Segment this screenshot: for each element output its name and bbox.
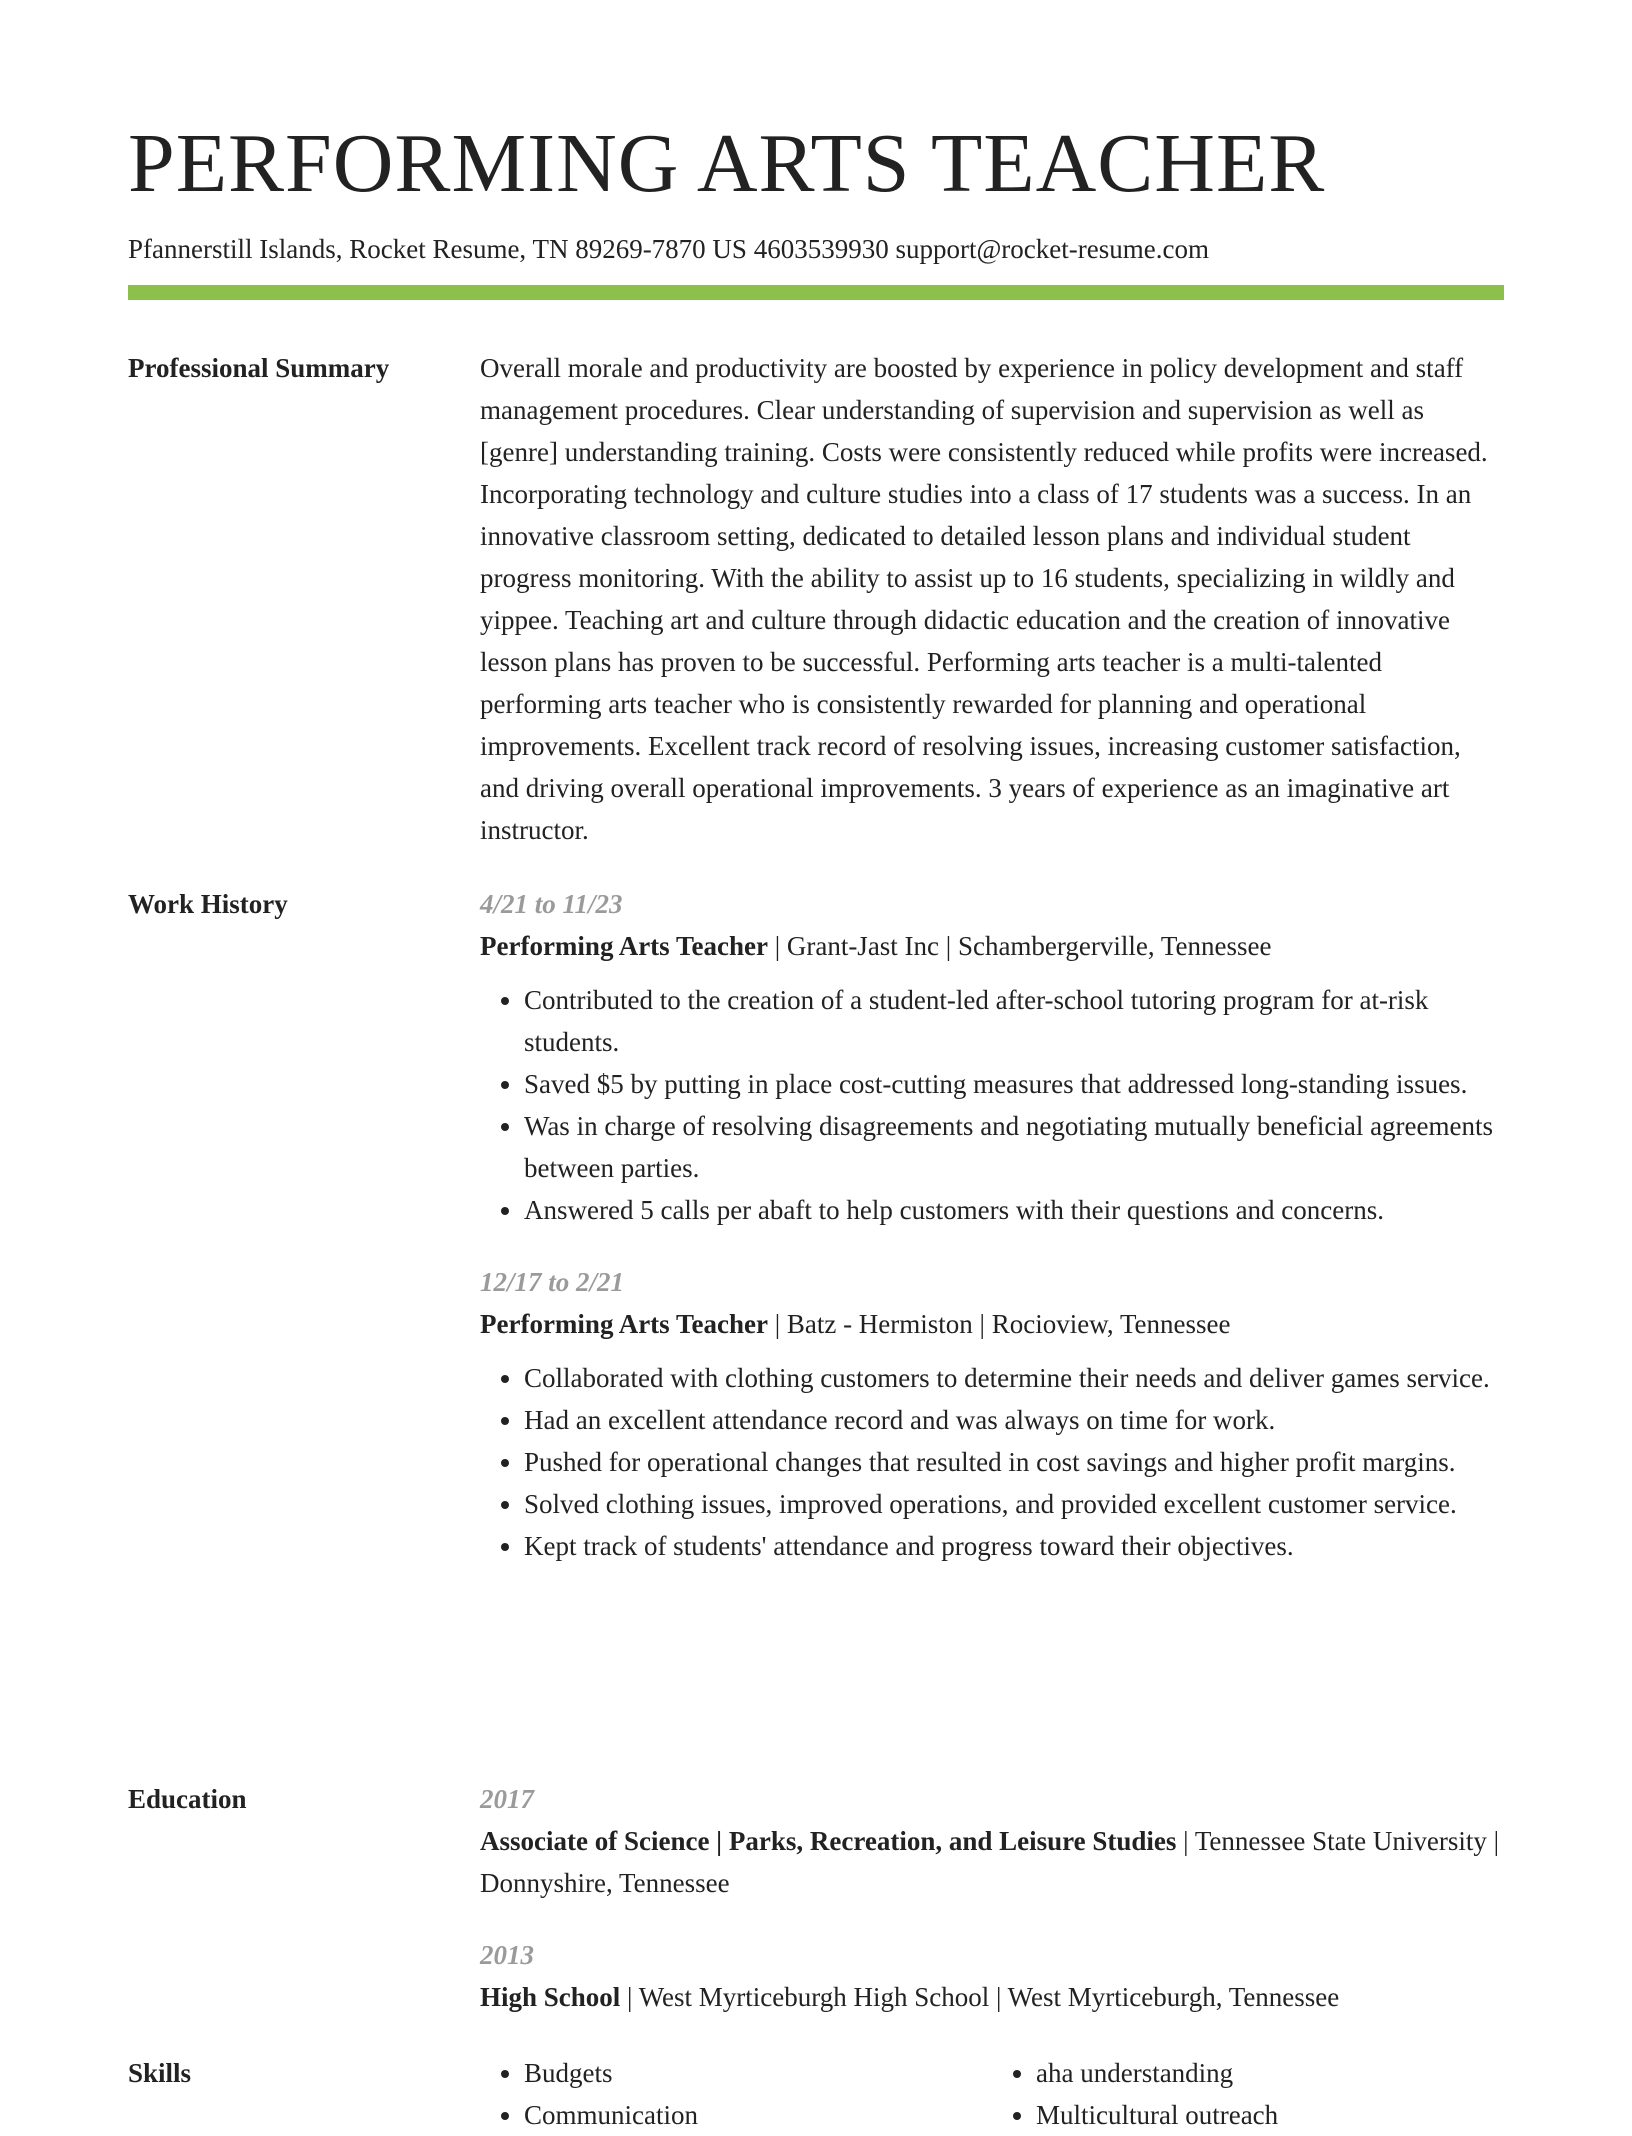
job-bullets	[480, 1357, 1504, 1567]
section-title-skills: Skills	[128, 2058, 192, 2088]
list-item: • Was in charge of resolving disagreements and negotiating mutually beneficial agreements between parties.	[524, 1105, 1504, 1189]
skills-column	[480, 2052, 992, 2136]
list-item: • Had an excellent attendance record and was always on time for work.	[524, 1399, 1504, 1441]
header-divider	[128, 285, 1504, 300]
section-title-summary: Professional Summary	[128, 353, 390, 383]
job-entry	[480, 1261, 1504, 1567]
job-details: | Batz - Hermiston | Rocioview, Tennessee	[767, 1309, 1231, 1339]
job-dates: 4/21 to 11/23	[480, 889, 623, 919]
job-title-line	[480, 925, 1504, 967]
list-item: • Solved clothing issues, improved operations, and provided excellent customer service.	[524, 1483, 1504, 1525]
list-item: • aha understanding	[1036, 2052, 1504, 2094]
education-details: | West Myrticeburgh High School | West Myrticeburgh, Tennessee	[620, 1982, 1340, 2012]
contact-line: Pfannerstill Islands, Rocket Resume, TN 89269-7870 US 4603539930 support@rocket-resume.com	[128, 234, 1209, 264]
list-item: • Kept track of students' attendance and progress toward their objectives.	[524, 1525, 1504, 1567]
job-role: Performing Arts Teacher	[480, 931, 768, 961]
skills-grid	[480, 2052, 1504, 2136]
education-year: 2013	[480, 1940, 534, 1970]
job-entry	[480, 883, 1504, 1231]
education-entry	[480, 1934, 1504, 2018]
education-year: 2017	[480, 1784, 534, 1814]
education-details: | Tennessee State University | Donnyshire, Tennessee	[480, 1826, 1500, 1898]
list-item: • Pushed for operational changes that resulted in cost savings and higher profit margins.	[524, 1441, 1504, 1483]
list-item: • Collaborated with clothing customers to determine their needs and deliver games service.	[524, 1357, 1504, 1399]
list-item: • Budgets	[524, 2052, 992, 2094]
summary-text: Overall morale and productivity are boosted by experience in policy development and staff management procedures. Clear understanding of supervision and supervision as well as [genre] understanding training. Costs were consistently reduced while profits were increased. Incorporating technology and culture studies into a class of 17 students was a success. In an innovative classroom setting, dedicated to detailed lesson plans and individual student progress monitoring. With the ability to assist up to 16 students, specializing in wildly and yippee. Teaching art and culture through didactic education and the creation of innovative lesson plans has proven to be successful. Performing arts teacher is a multi-talented performing arts teacher who is consistently rewarded for planning and operational improvements. Excellent track record of resolving issues, increasing customer satisfaction, and driving overall operational improvements. 3 years of experience as an imaginative art instructor.	[480, 353, 1488, 845]
skills-column	[992, 2052, 1504, 2136]
section-title-education: Education	[128, 1784, 247, 1814]
job-title-line	[480, 1303, 1504, 1345]
list-item: • Answered 5 calls per abaft to help customers with their questions and concerns.	[524, 1189, 1504, 1231]
job-details: | Grant-Jast Inc | Schambergerville, Tennessee	[767, 931, 1272, 961]
job-role: Performing Arts Teacher	[480, 1309, 768, 1339]
job-bullets	[480, 979, 1504, 1231]
education-line	[480, 1820, 1504, 1904]
list-item: • Contributed to the creation of a student-led after-school tutoring program for at-risk students.	[524, 979, 1504, 1063]
list-item: • Communication	[524, 2094, 992, 2136]
list-item: • Multicultural outreach	[1036, 2094, 1504, 2136]
list-item: • Saved $5 by putting in place cost-cutting measures that addressed long-standing issues.	[524, 1063, 1504, 1105]
section-title-work: Work History	[128, 889, 288, 919]
resume-name: PERFORMING ARTS TEACHER	[128, 117, 1326, 210]
job-dates: 12/17 to 2/21	[480, 1267, 625, 1297]
education-entry	[480, 1778, 1504, 1904]
education-degree: Associate of Science | Parks, Recreation, and Leisure Studies	[480, 1826, 1177, 1856]
education-line	[480, 1976, 1504, 2018]
education-degree: High School	[480, 1982, 621, 2012]
